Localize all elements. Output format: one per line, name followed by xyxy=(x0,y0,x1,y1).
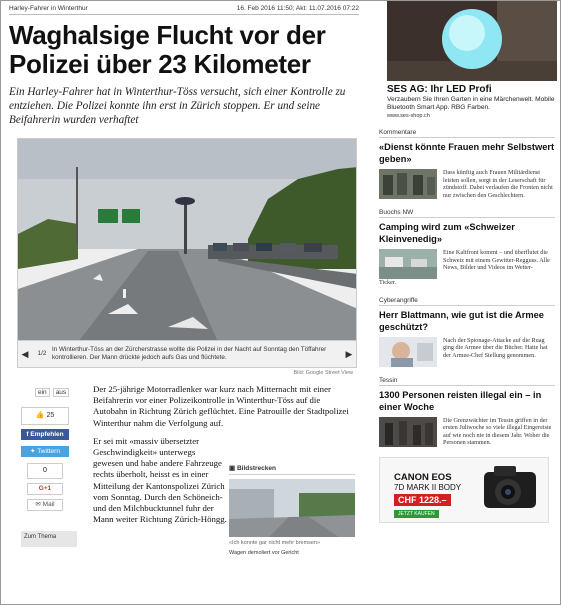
section-title[interactable]: Camping wird zum «Schweizer Kleinvenedig» xyxy=(379,222,515,245)
gallery-counter: 1/2 xyxy=(37,350,47,357)
like-count-box[interactable] xyxy=(21,407,69,425)
article-headline: Waghalsige Flucht vor der Polizei über 23 Kilometer xyxy=(9,20,326,79)
led-ad-title[interactable]: SES AG: Ihr LED Profi xyxy=(387,84,492,95)
section-text-tail: Ticker. xyxy=(379,279,397,287)
facebook-icon: f xyxy=(26,431,31,438)
font-size-large-button[interactable]: aus xyxy=(53,388,69,397)
google-plus-button[interactable]: G+1 xyxy=(27,483,63,495)
sidebar-section-tessin xyxy=(379,377,555,447)
section-text: Nach der Spionage-Attacke auf die Ruag ging die Armee über die Bücher. Hatte hat der Armee-Chef Stellung genommen. xyxy=(443,336,548,359)
canon-ad[interactable] xyxy=(379,457,549,523)
section-label: Kommentare xyxy=(379,129,555,138)
photo-credit: Bild: Google Street View xyxy=(293,370,353,376)
section-text: Dass künftig auch Frauen Militärdienst leisten sollen, sorgt in der Leserschaft für zündstoff. Dabei verlaufen die Fronten nicht nur zwischen den Geschlechtern. xyxy=(443,169,553,199)
section-text: Eine Kaltfront kommt – und überflutet die Schweiz mit einem Gewitter-Regguss. Alle News, Bilder und Videos im Wetter- xyxy=(443,249,550,272)
article-lead: Ein Harley-Fahrer hat in Winterthur-Töss versucht, sich einer Kontrolle zu entziehen. Die Polizei konnte ihn erst in Zürich stoppen. Er und seine Beifahrerin wurden verhaftet xyxy=(9,86,346,126)
gallery-caption-bar xyxy=(18,340,356,367)
camera-icon: ▣ xyxy=(229,465,237,472)
zum-thema-box[interactable]: Zum Thema xyxy=(21,531,77,547)
mail-share-button[interactable]: ✉ Mail xyxy=(27,499,63,511)
inset-image[interactable] xyxy=(229,479,355,537)
article-meta xyxy=(9,5,359,15)
section-thumbnail[interactable] xyxy=(379,169,437,199)
gallery-caption: In Winterthur-Töss an der Zürcherstrasse wollte die Polizei in der Nacht auf Sonntag den Töffahrer kontrollieren. Der Mann drückte jedoch aufs Gas und flüchtete. xyxy=(52,346,327,361)
led-ad-image[interactable] xyxy=(387,1,557,81)
twitter-share-button[interactable]: ✦ Twittern xyxy=(21,446,69,457)
section-thumbnail[interactable] xyxy=(379,417,437,447)
canon-ad-price: CHF 1228.– xyxy=(394,494,451,506)
article-column xyxy=(9,5,359,556)
like-count: 25 xyxy=(46,412,55,419)
canon-ad-line1: CANON EOS xyxy=(394,471,452,483)
section-label: Buochs NW xyxy=(379,209,555,218)
inset-header: ▣ Bildstrecken xyxy=(229,464,355,475)
street-view-image xyxy=(18,139,357,342)
photo-gallery[interactable] xyxy=(17,138,357,368)
section-thumbnail[interactable] xyxy=(379,337,437,367)
font-size-small-button[interactable]: ein xyxy=(35,388,50,397)
chevron-left-icon[interactable]: ◀ xyxy=(21,349,29,359)
section-text: Die Grenzwächter im Tessin griffen in der ersten Juliwoche so viele illegal Eingereiste auf wie noch nie in diesem Jahr. Woher die Personen stammen. xyxy=(443,416,552,447)
sidebar-section-cyber xyxy=(379,297,555,367)
article-paragraph-1: Der 25-jährige Motorradlenker war kurz nach Mitternacht mit einer Beifahrerin vor einer Polizeikontrolle in Winterthur-Töss auf die Autobahn in Richtung Zürich geflüchtet. Eine Patrouille der Stadtpolizei Winterthur nahm die Verfolgung auf. xyxy=(93,384,349,428)
facebook-recommend-button[interactable]: f Empfehlen xyxy=(21,429,69,440)
font-size-toggle xyxy=(35,388,77,397)
mail-icon: ✉ xyxy=(35,501,43,508)
article-body xyxy=(9,384,359,556)
twitter-icon: ✦ xyxy=(30,448,38,455)
inset-caption-1: «Ich konnte gar nicht mehr bremsen» xyxy=(229,540,321,546)
section-title[interactable]: 1300 Personen reisten illegal ein – in einer Woche xyxy=(379,389,542,412)
article-kicker: Harley-Fahrer in Winterthur xyxy=(9,5,88,12)
led-ad-url[interactable]: www.ses-shop.ch xyxy=(387,113,430,120)
sidebar-section-kommentare xyxy=(379,129,555,199)
social-share-bar xyxy=(21,388,77,547)
article-timestamp: 16. Feb 2016 11:50; Akt: 11.07.2016 07:22 xyxy=(236,5,359,12)
section-label: Tessin xyxy=(379,377,555,386)
inset-caption-2[interactable]: Wagen demoliert vor Gericht xyxy=(229,550,299,556)
thumbs-up-icon: 👍 xyxy=(35,412,45,419)
section-label: Cyberangriffe xyxy=(379,297,555,306)
share-counter: 0 xyxy=(27,463,63,479)
section-title[interactable]: «Dienst könnte Frauen mehr Selbstwert geben» xyxy=(379,142,555,165)
canon-ad-line2: 7D MARK II BODY xyxy=(394,482,462,492)
related-gallery-inset[interactable] xyxy=(229,464,355,556)
sidebar-section-buochs xyxy=(379,209,555,286)
chevron-right-icon[interactable]: ▶ xyxy=(345,349,353,359)
section-title[interactable]: Herr Blattmann, wie gut ist die Armee geschützt? xyxy=(379,309,544,332)
canon-ad-shop-button[interactable]: JETZT KAUFEN xyxy=(394,510,439,518)
article-paragraph-2: Er sei mit «massiv übersetzter Geschwindigkeit» unterwegs gewesen und habe andere Fahrzeuge rechts überholt, heisst es in einer Mitteilung der Kantonspolizei Zürich vom Sonntag. Durch den Schöneich- und den Milchbucktunnel fuhr der Mann weiter Richtung Zürich-Höngg. xyxy=(93,435,227,525)
sidebar xyxy=(371,1,557,523)
led-ad-text: Verzaubern Sie Ihren Garten in eine Märchenwelt. Mobile Bluetooth Smart App. RBG Farben. xyxy=(387,96,555,112)
section-thumbnail[interactable] xyxy=(379,249,437,279)
